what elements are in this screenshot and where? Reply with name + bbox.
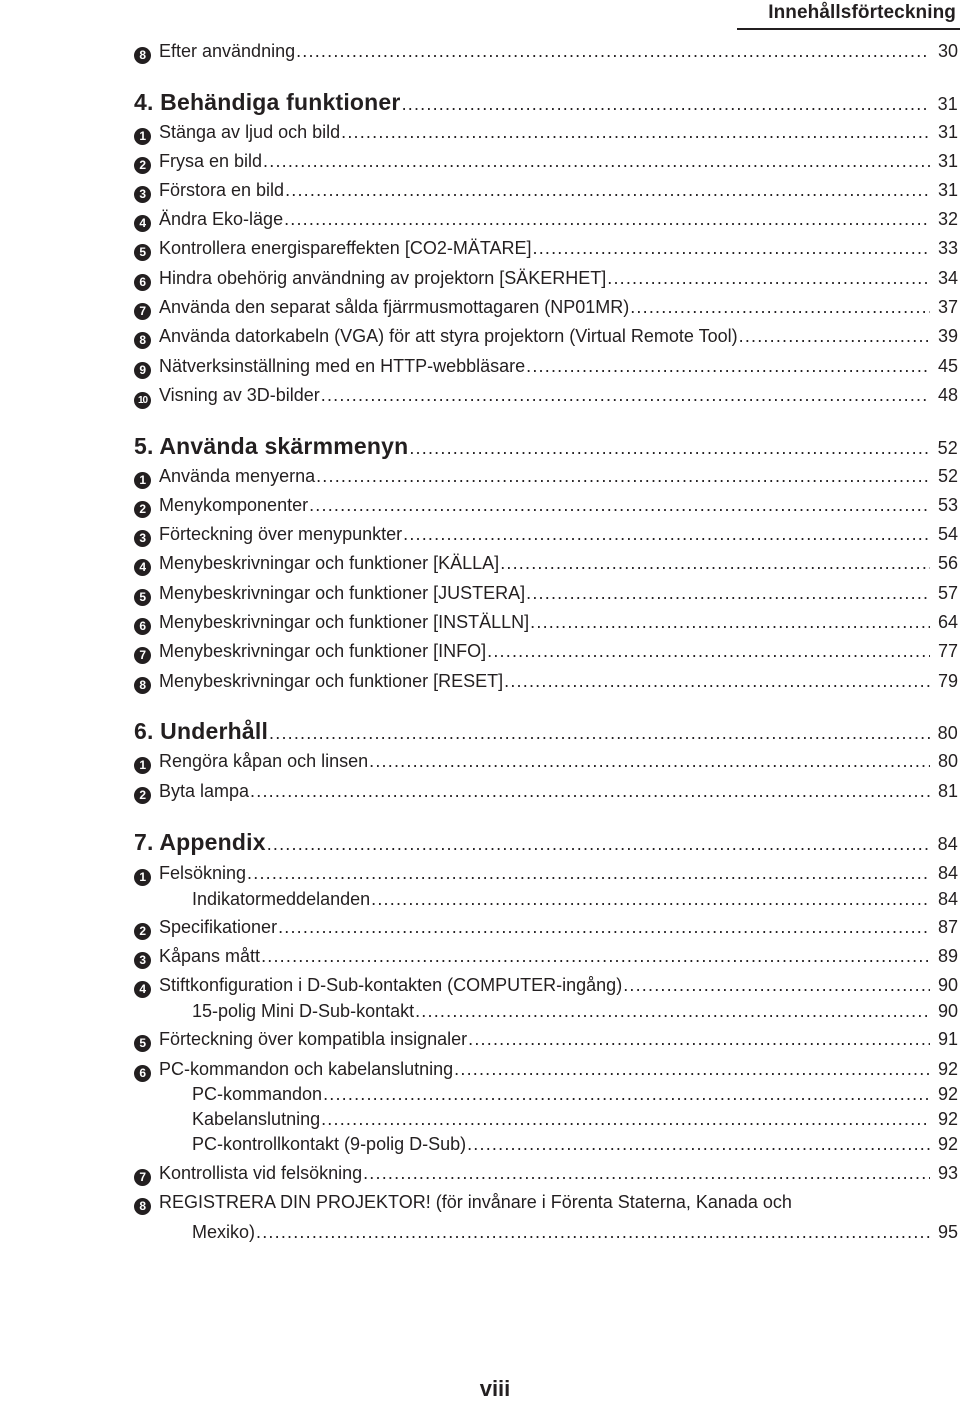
toc-entry-label: Hindra obehörig användning av projektorn [SÄKERHET] [159, 268, 607, 288]
dot-leader [250, 780, 930, 802]
dot-leader [403, 523, 930, 545]
dot-leader [269, 722, 930, 744]
toc-entry-label: REGISTRERA DIN PROJEKTOR! (för invånare i Förenta Staterna, Kanada och [159, 1192, 792, 1212]
toc-page-number: 84 [937, 863, 958, 883]
toc-page-number: 89 [937, 946, 958, 966]
dot-leader [278, 916, 930, 938]
toc-subentry[interactable] [192, 1000, 960, 1022]
toc-entry[interactable] [134, 296, 960, 318]
toc-entry[interactable] [134, 1162, 960, 1184]
toc-entry-label: Specifikationer [159, 917, 278, 937]
dot-leader [323, 1083, 930, 1105]
item-number-badge: 1 [134, 869, 151, 886]
toc-entry-label: Använda menyerna [159, 466, 316, 486]
toc-page-number: 33 [937, 238, 958, 258]
item-number-badge: 6 [134, 1065, 151, 1082]
toc-entry-label: Kontrollista vid felsökning [159, 1163, 363, 1183]
dot-leader [309, 494, 930, 516]
dot-leader [371, 888, 930, 910]
dot-leader [284, 208, 930, 230]
toc-page-number: 54 [937, 524, 958, 544]
toc-page-number: 87 [937, 917, 958, 937]
toc-entry-label: Kontrollera energispareffekten [CO2-MÄTARE] [159, 238, 532, 258]
toc-entry-label: 5. Använda skärmmenyn [134, 433, 409, 459]
toc-entry[interactable] [134, 121, 960, 143]
toc-page-number: 31 [937, 151, 958, 171]
dot-leader [487, 640, 930, 662]
item-number-badge: 9 [134, 362, 151, 379]
toc-page-number: 34 [937, 268, 958, 288]
toc-entry[interactable] [134, 384, 960, 407]
toc-entry[interactable] [134, 179, 960, 201]
toc-entry[interactable] [134, 150, 960, 172]
toc-page-number: 48 [937, 385, 958, 405]
dot-leader [256, 1221, 930, 1243]
dot-leader [285, 179, 930, 201]
dot-leader [409, 437, 930, 459]
toc-page-number: 84 [937, 889, 958, 909]
dot-leader [607, 267, 930, 289]
dot-leader [415, 1000, 930, 1022]
dot-leader [247, 862, 930, 884]
toc-entry[interactable] [134, 862, 960, 884]
item-number-badge: 5 [134, 1035, 151, 1052]
item-number-badge: 8 [134, 47, 151, 64]
dot-leader [630, 296, 930, 318]
toc-entry-label: Kabelanslutning [192, 1109, 321, 1129]
toc-entry[interactable] [134, 945, 960, 967]
item-number-badge: 6 [134, 274, 151, 291]
toc-entry-label: Stänga av ljud och bild [159, 122, 341, 142]
dot-leader [402, 93, 930, 115]
toc-entry-label: 4. Behändiga funktioner [134, 89, 401, 115]
toc-entry-label: Menybeskrivningar och funktioner [INFO] [159, 641, 487, 661]
dot-leader [467, 1133, 930, 1155]
toc-entry[interactable] [134, 750, 960, 772]
dot-leader [526, 582, 930, 604]
toc-entry-label: Använda datorkabeln (VGA) för att styra projektorn (Virtual Remote Tool) [159, 326, 738, 346]
item-number-badge: 7 [134, 1169, 151, 1186]
dot-leader [267, 833, 930, 855]
toc-entry-label: Kåpans mått [159, 946, 261, 966]
dot-leader [504, 670, 930, 692]
toc-page-number: 79 [937, 671, 958, 691]
toc-subentry[interactable] [192, 888, 960, 910]
toc-page-number: 92 [937, 1134, 958, 1154]
toc-entry-label: 6. Underhåll [134, 718, 269, 744]
toc-entry[interactable] [134, 582, 960, 604]
toc-page-number: 30 [937, 41, 958, 61]
toc-page-number: 52 [937, 438, 958, 458]
header-title: Innehållsförteckning [768, 2, 956, 23]
dot-leader [533, 237, 931, 259]
toc-page-number: 64 [937, 612, 958, 632]
toc-page-number: 81 [937, 781, 958, 801]
toc-page-number: 91 [937, 1029, 958, 1049]
toc-entry-label: Frysa en bild [159, 151, 263, 171]
dot-leader [739, 325, 930, 347]
toc-entry[interactable] [134, 974, 960, 996]
dot-leader [296, 40, 930, 62]
toc-entry[interactable] [134, 552, 960, 574]
item-number-badge: 8 [134, 677, 151, 694]
toc-entry[interactable] [134, 325, 960, 347]
toc-entry-label: Efter användning [159, 41, 296, 61]
toc-entry[interactable] [134, 494, 960, 516]
toc-entry-label: Indikatormeddelanden [192, 889, 371, 909]
dot-leader [316, 465, 930, 487]
toc-entry[interactable] [134, 780, 960, 802]
toc-chapter-entry[interactable] [134, 831, 960, 855]
toc-entry[interactable] [134, 40, 960, 62]
toc-entry-label: Menybeskrivningar och funktioner [RESET] [159, 671, 504, 691]
toc-entry-label: Visning av 3D-bilder [159, 385, 320, 405]
toc-entry-label: Förstora en bild [159, 180, 285, 200]
item-number-badge: 4 [134, 981, 151, 998]
toc-page-number: 92 [937, 1109, 958, 1129]
toc-page-number: 31 [937, 94, 958, 114]
dot-leader [363, 1162, 930, 1184]
toc-chapter-entry[interactable] [134, 720, 960, 744]
item-number-badge: 10 [134, 392, 151, 409]
toc-subentry[interactable] [192, 1083, 960, 1105]
toc-entry[interactable] [134, 208, 960, 230]
item-number-badge: 7 [134, 303, 151, 320]
toc-entry-label: Menybeskrivningar och funktioner [INSTÄLLN] [159, 612, 530, 632]
item-number-badge: 1 [134, 128, 151, 145]
toc-entry-label: PC-kommandon [192, 1084, 323, 1104]
item-number-badge: 7 [134, 647, 151, 664]
item-number-badge: 5 [134, 589, 151, 606]
toc-entry-label: PC-kontrollkontakt (9-polig D-Sub) [192, 1134, 467, 1154]
toc-page-number: 57 [937, 583, 958, 603]
toc-subentry[interactable] [192, 1133, 960, 1155]
dot-leader [341, 121, 930, 143]
toc-entry[interactable] [134, 1058, 960, 1080]
dot-leader [369, 750, 930, 772]
item-number-badge: 1 [134, 472, 151, 489]
item-number-badge: 2 [134, 787, 151, 804]
toc-entry-label: 15-polig Mini D-Sub-kontakt [192, 1001, 415, 1021]
item-number-badge: 3 [134, 186, 151, 203]
toc-subentry[interactable] [192, 1108, 960, 1130]
toc-entry-label: Använda den separat sålda fjärrmusmottagaren (NP01MR) [159, 297, 630, 317]
toc-page-number: 84 [937, 834, 958, 854]
dot-leader [623, 974, 930, 996]
dot-leader [321, 1108, 930, 1130]
toc-entry[interactable] [134, 611, 960, 633]
toc-page-number: 31 [937, 122, 958, 142]
toc-entry[interactable] [134, 523, 960, 545]
dot-leader [263, 150, 930, 172]
toc-entry-label: Rengöra kåpan och linsen [159, 751, 369, 771]
toc-entry-label: Ändra Eko-läge [159, 209, 284, 229]
item-number-badge: 2 [134, 501, 151, 518]
dot-leader [530, 611, 930, 633]
toc-entry-label: Förteckning över menypunkter [159, 524, 403, 544]
toc-entry-label: Förteckning över kompatibla insignaler [159, 1029, 468, 1049]
item-number-badge: 8 [134, 332, 151, 349]
item-number-badge: 4 [134, 215, 151, 232]
toc-page-number: 45 [937, 356, 958, 376]
item-number-badge: 3 [134, 530, 151, 547]
toc-page-number: 32 [937, 209, 958, 229]
page-header [737, 0, 960, 28]
dot-leader [454, 1058, 930, 1080]
toc-subentry[interactable] [192, 1221, 960, 1243]
toc-chapter-entry[interactable] [134, 435, 960, 459]
item-number-badge: 1 [134, 757, 151, 774]
toc-entry[interactable] [134, 355, 960, 377]
toc-entry[interactable] [134, 465, 960, 487]
item-number-badge: 2 [134, 157, 151, 174]
toc-page-number: 77 [937, 641, 958, 661]
toc-entry-label: Byta lampa [159, 781, 250, 801]
toc-entry-label: 7. Appendix [134, 829, 266, 855]
toc-entry-label: PC-kommandon och kabelanslutning [159, 1059, 454, 1079]
toc-page-number: 92 [937, 1084, 958, 1104]
toc-page-number: 90 [937, 1001, 958, 1021]
toc-page-number: 37 [937, 297, 958, 317]
item-number-badge: 5 [134, 244, 151, 261]
toc-page-number: 92 [937, 1059, 958, 1079]
toc-entry[interactable] [134, 1191, 960, 1213]
item-number-badge: 2 [134, 923, 151, 940]
toc-chapter-entry[interactable] [134, 91, 960, 115]
toc-page-number: 56 [937, 553, 958, 573]
item-number-badge: 3 [134, 952, 151, 969]
toc-entry[interactable] [134, 1028, 960, 1050]
item-number-badge: 8 [134, 1198, 151, 1215]
toc-page-number: 80 [937, 751, 958, 771]
toc-page-number: 93 [937, 1163, 958, 1183]
item-number-badge: 4 [134, 559, 151, 576]
toc-entry[interactable] [134, 237, 960, 259]
toc-entry-label: Mexiko) [192, 1222, 256, 1242]
toc-entry-label: Stiftkonfiguration i D-Sub-kontakten (COMPUTER-ingång) [159, 975, 623, 995]
toc-page-number: 90 [937, 975, 958, 995]
toc-page-number: 39 [937, 326, 958, 346]
toc-entry[interactable] [134, 916, 960, 938]
footer-page-number: viii [479, 1376, 511, 1401]
dot-leader [468, 1028, 930, 1050]
toc-entry[interactable] [134, 640, 960, 662]
dot-leader [321, 384, 930, 406]
dot-leader [500, 552, 930, 574]
dot-leader [526, 355, 930, 377]
item-number-badge: 6 [134, 618, 151, 635]
header-rule [737, 28, 960, 30]
toc-entry-label: Menybeskrivningar och funktioner [KÄLLA] [159, 553, 500, 573]
toc-entry[interactable] [134, 670, 960, 692]
toc-page-number: 53 [937, 495, 958, 515]
toc-entry-label: Menybeskrivningar och funktioner [JUSTERA] [159, 583, 526, 603]
toc-entry-label: Menykomponenter [159, 495, 309, 515]
toc-page-number: 80 [937, 723, 958, 743]
toc-entry[interactable] [134, 267, 960, 289]
toc-page-number: 52 [937, 466, 958, 486]
toc-page-number: 95 [937, 1222, 958, 1242]
toc-entry-label: Felsökning [159, 863, 247, 883]
toc-page-number: 31 [937, 180, 958, 200]
dot-leader [261, 945, 930, 967]
toc-entry-label: Nätverksinställning med en HTTP-webbläsare [159, 356, 526, 376]
